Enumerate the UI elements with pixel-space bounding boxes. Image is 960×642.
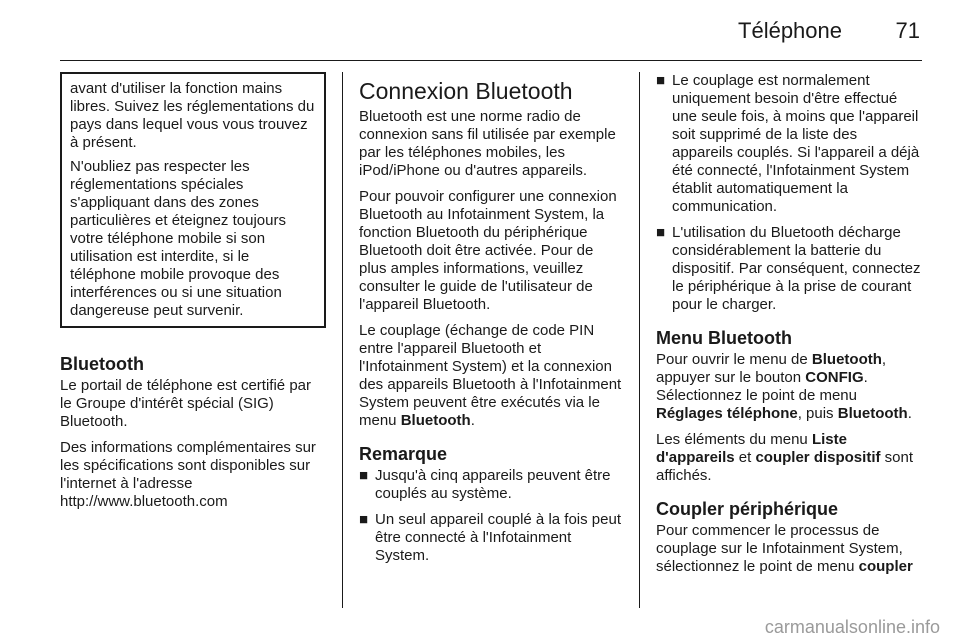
- connexion-bluetooth-heading: Connexion Bluetooth: [359, 78, 573, 104]
- menu-paragraph-2: Les éléments du menu Liste d'appareils et coupler dispositif sont affichés.: [656, 431, 914, 484]
- header-rule: [60, 60, 922, 61]
- page-title: Téléphone: [738, 18, 842, 43]
- pair-device-section: [656, 499, 922, 576]
- pair-device-heading: Coupler périphérique: [656, 499, 839, 519]
- column-1: [60, 72, 326, 519]
- connexion-paragraph-2: Pour pouvoir configurer une connexion Bluetooth au Infotainment System, la fonction Bluetooth du périphérique Bluetooth doit être activée. Pour de plus amples informations, veuillez consulter le guide de l'utilisateur de l'appareil Bluetooth.: [359, 188, 617, 313]
- pair-paragraph-1: Pour commencer le processus de couplage sur le Infotainment System, sélectionnez le point de menu coupler: [656, 522, 913, 575]
- bullet-square-icon: ■: [359, 467, 369, 484]
- watermark: carmanualsonline.info: [764, 617, 940, 637]
- page-header: [60, 14, 922, 58]
- bluetooth-paragraph-2: Des informations complémentaires sur les spécifications sont disponibles sur l'internet à l'adresse http://www.bluetooth.com: [60, 439, 316, 510]
- column-3: [656, 72, 922, 584]
- bullet-square-icon: ■: [656, 72, 666, 89]
- bullet-square-icon: ■: [656, 224, 666, 241]
- remark-section: [359, 444, 624, 565]
- connexion-paragraph-3: Le couplage (échange de code PIN entre l'appareil Bluetooth et l'Infotainment System) et la connexion des appareils Bluetooth à l'Infotainment System peuvent être exécutés via le menu Bluetooth.: [359, 322, 622, 429]
- list-item: ■ Le couplage est normalement uniquement besoin d'être effectué une seule fois, à moins que l'appareil soit supprimé de la liste des appareils couplés. Si l'appareil a déjà été connecté, l'Infotainment System établit automatiquement la communication.: [656, 72, 920, 215]
- remark-list: [359, 467, 624, 565]
- bullet-square-icon: ■: [359, 511, 369, 528]
- connexion-paragraph-1: Bluetooth est une norme radio de connexion sans fil utilisée par exemple par les téléphones mobiles, les iPod/iPhone ou d'autres appareils.: [359, 108, 616, 179]
- menu-bluetooth-heading: Menu Bluetooth: [656, 328, 792, 348]
- column-divider-2: [639, 72, 640, 608]
- menu-bluetooth-section: [656, 328, 922, 485]
- menu-paragraph-1: Pour ouvrir le menu de Bluetooth, appuyer sur le bouton CONFIG. Sélectionnez le point de menu Réglages téléphone, puis Bluetooth.: [656, 351, 912, 422]
- bluetooth-section: [60, 354, 326, 511]
- bluetooth-heading: Bluetooth: [60, 354, 144, 374]
- list-item: ■ Un seul appareil couplé à la fois peut être connecté à l'Infotainment System.: [359, 511, 621, 564]
- coupling-notes-list: [656, 72, 922, 314]
- list-item: ■ L'utilisation du Bluetooth décharge considérablement la batterie du dispositif. Par conséquent, connectez le périphérique à la prise de courant pour le charger.: [656, 224, 921, 313]
- bluetooth-menu-term: Bluetooth: [400, 412, 471, 429]
- column-divider-1: [342, 72, 343, 608]
- bluetooth-paragraph-1: Le portail de téléphone est certifié par le Groupe d'intérêt spécial (SIG) Bluetooth.: [60, 377, 311, 430]
- warning-paragraph-2: N'oubliez pas respecter les réglementations spéciales s'appliquant dans des zones particulières et éteignez toujours votre téléphone mobile si son utilisation est interdite, si le téléphone mobile provoque des interférences ou si une situation dangereuse peut survenir.: [70, 158, 286, 319]
- column-2: [359, 78, 624, 573]
- list-item: ■ Jusqu'à cinq appareils peuvent être couplés au système.: [359, 467, 611, 502]
- warning-box: [60, 72, 326, 328]
- remark-heading: Remarque: [359, 444, 448, 464]
- warning-paragraph-1: avant d'utiliser la fonction mains libres. Suivez les réglementations du pays dans lequel vous vous trouvez à présent.: [70, 80, 315, 151]
- page-number: 71: [895, 18, 920, 43]
